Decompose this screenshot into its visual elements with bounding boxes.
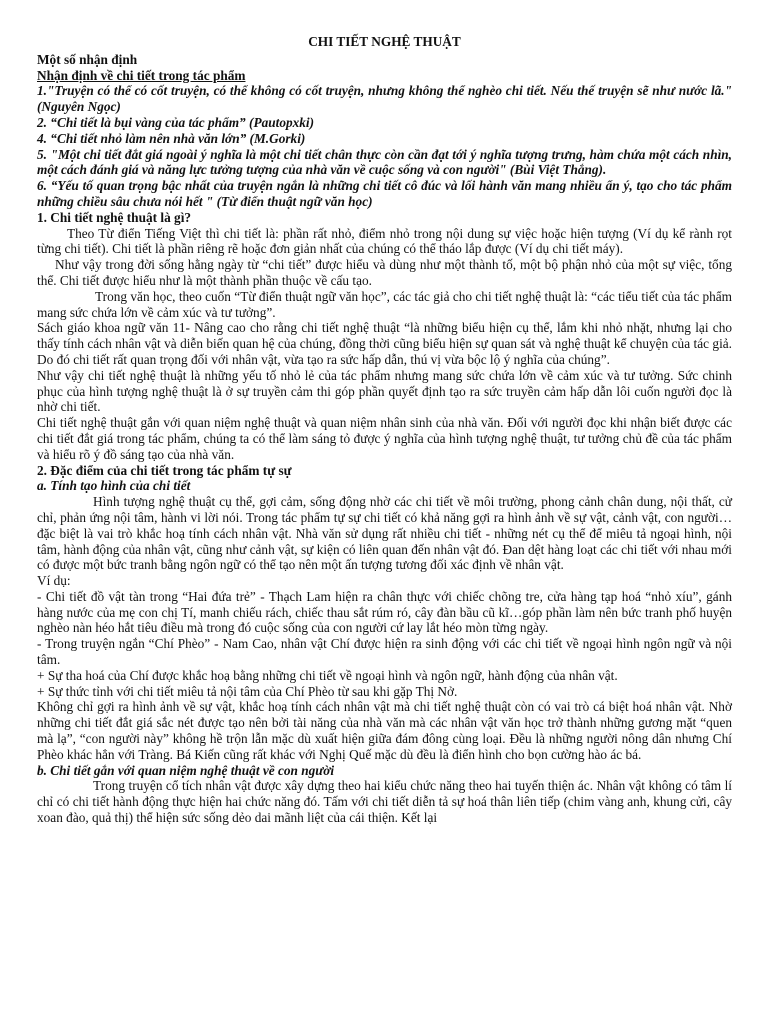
paragraph: - Chi tiết đồ vật tàn trong “Hai đứa trẻ” - Thạch Lam hiện ra chân thực với chiếc chõng tre, cửa hàng tạp hoá “nhỏ xíu”, gánh hàng nước của mẹ con chị Tí, manh chiếu rách, chiếc thau sắt rúm ró, cây đàn bầu cũ kĩ…góp phần làm nên bức tranh phố huyện nghèo nàn héo hắt tiêu điều mà trong đó cuộc sống của con người cứ lay lắt héo mòn từng ngày. [37, 588, 732, 636]
paragraph: + Sự tha hoá của Chí được khắc hoạ bằng những chi tiết về ngoại hình và ngôn ngữ, hành động của nhân vật. [37, 667, 618, 683]
paragraph: - Trong truyện ngắn “Chí Phèo” - Nam Cao, nhân vật Chí được hiện ra sinh động với các chi tiết về ngoại hình ngôn ngữ và nội tâm. [37, 636, 732, 668]
section-1-heading: 1. Chi tiết nghệ thuật là gì? [37, 209, 192, 225]
paragraph: + Sự thức tỉnh với chi tiết miêu tả nội tâm của Chí Phèo từ sau khi gặp Thị Nở. [37, 683, 458, 699]
document-title: CHI TIẾT NGHỆ THUẬT [308, 34, 461, 49]
paragraph: Chi tiết nghệ thuật gắn với quan niệm nghệ thuật và quan niệm nhân sinh của nhà văn. Đối với người đọc khi nhận biết được các chi tiết đắt giá trong tác phẩm, chúng ta có thể làm sáng tỏ được ý nghĩa của hình tượng nghệ thuật, tư tưởng chủ đề của tác phẩm và hiểu rõ ý đồ sáng tạo của nhà văn. [37, 415, 732, 462]
section-2a-heading: a. Tính tạo hình của chi tiết [37, 478, 191, 494]
paragraph: Trong văn học, theo cuốn “Từ điển thuật ngữ văn học”, các tác giả cho chi tiết nghệ thuật là: “các tiểu tiết của tác phẩm mang sức chứa lớn về cảm xúc và tư tưởng”. [37, 288, 732, 320]
quote-4: 4. “Chi tiết nhỏ làm nên nhà văn lớn” (M.Gorki) [37, 130, 306, 146]
paragraph: Theo Từ điển Tiếng Việt thì chi tiết là: phần rất nhỏ, điểm nhỏ trong nội dung sự việc hoặc hiện tượng (Ví dụ kể rành rọt từng chi tiết). Chi tiết là phần riêng rẽ hoặc đơn giản nhất của chúng có thể tháo lắp được (Ví dụ chi tiết máy). [37, 225, 732, 257]
paragraph: Không chỉ gợi ra hình ảnh về sự vật, khắc hoạ tính cách nhân vật mà chi tiết nghệ thuật còn có vai trò cá biệt hoá nhân vật. Nhờ những chi tiết đắt giá sắc nét được tạo nên bởi tài năng của nhà văn mà các nhân vật văn học trở thành những gương mặt “quen mà lạ”, “con người này” không hề trộn lẫn mặc dù xuất hiện giữa đám đông cùng loại. Đều là những người nông dân nhưng Chí Phèo khác hẳn với Tràng. Bá Kiến cũng rất khác với Nghị Quế mặc dù đều là điển hình cho bọn cường hào ác bá. [37, 699, 732, 762]
paragraph: Ví dụ: [37, 573, 71, 589]
quote-1: 1."Truyện có thể có cốt truyện, có thể không có cốt truyện, nhưng không thể nghèo chi tiết. Nếu thế truyện sẽ như nước lã." (Nguyên Ngọc) [37, 83, 732, 115]
intro-subheading: Nhận định về chi tiết trong tác phẩm [37, 67, 246, 83]
quote-5: 5. "Một chi tiết đắt giá ngoài ý nghĩa là một chi tiết chân thực còn cần đạt tới ý nghĩa tượng trưng, hàm chứa một cách nhìn, một cách đánh giá và năng lực tưởng tượng của nhà văn về cuộc sống và con người" (Bùi Việt Thắng). [37, 146, 732, 178]
paragraph: Hình tượng nghệ thuật cụ thể, gợi cảm, sống động nhờ các chi tiết về môi trường, phong cảnh chân dung, nội thất, cử chỉ, phản ứng nội tâm, hành vi lời nói. Trong tác phẩm tự sự chi tiết có khả năng gợi ra hình ảnh về sự vật, cảnh vật, con người… đặc biệt là vai trò khắc hoạ tính cách nhân vật. Nhà văn sử dụng rất nhiều chi tiết - những nét cụ thể để miêu tả ngoại hình, nội tâm, hành động của nhân vật, cũng như cảnh vật, sự kiện có liên quan đến nhân vật đó. Đan dệt hàng loạt các chi tiết với nhau mới có được một bức tranh bằng ngôn ngữ có thể tạo nên một ấn tượng tương đối xác định về nhân vật. [37, 494, 732, 573]
paragraph: Trong truyện cổ tích nhân vật được xây dựng theo hai kiểu chức năng theo hai tuyến thiện ác. Nhân vật không có tâm lí chỉ có chi tiết hành động thực hiện hai chức năng đó. Tấm với chi tiết diễn tả sự hoá thân liên tiếp (chim vàng anh, khung cửi, cây xoan đào, quả thị) thể hiện sức sống dẻo dai mãnh liệt của cái thiện. Kết lại [37, 778, 732, 826]
quote-2: 2. “Chi tiết là bụi vàng của tác phẩm” (Pautopxki) [37, 114, 315, 130]
paragraph: Như vậy trong đời sống hằng ngày từ “chi tiết” được hiểu và dùng như một thành tố, một bộ phận nhỏ của một sự việc, tổng thể. Chi tiết được hiểu như là một thành phần thuộc về cấu tạo. [37, 257, 732, 288]
section-2-heading: 2. Đặc điểm của chi tiết trong tác phẩm tự sự [37, 462, 292, 478]
quote-6: 6. “Yếu tố quan trọng bậc nhất của truyện ngắn là những chi tiết cô đúc và lối hành văn mang nhiều ẩn ý, tạo cho tác phẩm những chiều sâu chưa nói hết " (Từ điển thuật ngữ văn học) [37, 178, 732, 209]
paragraph: Như vậy chi tiết nghệ thuật là những yếu tố nhỏ lẻ của tác phẩm nhưng mang sức chứa lớn về cảm xúc và tư tưởng. Sức chinh phục của hình tượng nghệ thuật là ở sự truyền cảm thi góp phần quyết định tạo ra sức truyền cảm hấp dẫn lôi cuốn người đọc là nhờ chi tiết. [37, 367, 732, 415]
paragraph: Sách giáo khoa ngữ văn 11- Nâng cao cho rằng chi tiết nghệ thuật “là những biểu hiện cụ thể, lắm khi nhỏ nhặt, nhưng lại cho thấy tính cách nhân vật và diễn biến quan hệ của chúng, đồng thời cũng biểu hiện sự quan sát và nghệ thuật kể chuyện của tác giả. Do đó chi tiết rất quan trọng đối với nhân vật, vừa tạo ra sức hấp dẫn, thú vị vừa bộc lộ ý nghĩa của chúng”. [37, 320, 732, 367]
section-2b-heading: b. Chi tiết gắn với quan niệm nghệ thuật về con người [37, 762, 335, 778]
section-intro-heading: Một số nhận định [37, 51, 138, 67]
